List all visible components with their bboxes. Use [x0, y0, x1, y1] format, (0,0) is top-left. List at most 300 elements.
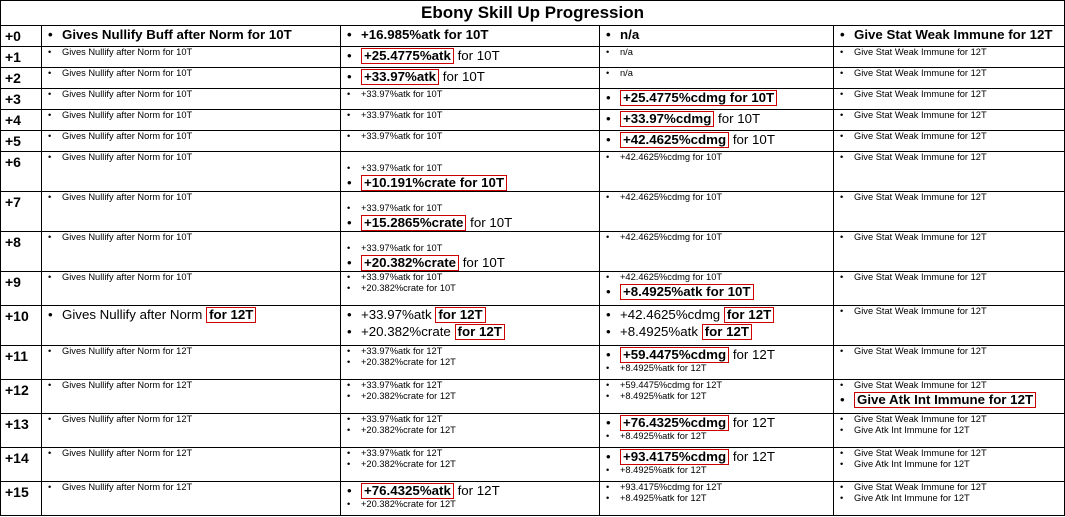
effect-line [840, 272, 1064, 283]
bullet-icon: • [347, 175, 352, 190]
bullet-icon: • [606, 47, 610, 57]
effect-text: Give Stat Weak Immune for 12T [854, 306, 987, 316]
effect-text: +59.4475%cdmg for 12T [620, 380, 723, 390]
table-row [1, 232, 1065, 272]
level-cell: +1 [1, 47, 42, 68]
effect-line [48, 47, 340, 58]
effect-cell [341, 192, 600, 232]
effect-cell [42, 380, 341, 414]
bullet-icon: • [347, 483, 352, 498]
effect-line [606, 493, 833, 504]
effect-text: Give Stat Weak Immune for 12T [854, 27, 1053, 42]
highlight-box: +76.4325%atk [361, 483, 454, 499]
effect-cell [834, 47, 1065, 68]
bullet-icon: • [840, 414, 844, 424]
bullet-icon: • [347, 255, 352, 270]
effect-cell [834, 110, 1065, 131]
level-cell: +9 [1, 272, 42, 306]
effect-cell [341, 89, 600, 110]
effect-line [840, 89, 1064, 100]
effect-cell [42, 131, 341, 152]
effect-line [48, 346, 340, 357]
bullet-icon: • [347, 89, 351, 99]
table-row [1, 346, 1065, 380]
effect-text: Gives Nullify after Norm for 10T [62, 89, 193, 99]
table-row [1, 89, 1065, 110]
bullet-icon: • [347, 203, 351, 213]
level-cell: +7 [1, 192, 42, 232]
effect-line [606, 131, 833, 148]
bullet-icon: • [606, 363, 610, 373]
effect-text: Give Stat Weak Immune for 12T [854, 346, 987, 356]
effect-text: Give Stat Weak Immune for 12T [854, 380, 987, 390]
bullet-icon: • [48, 448, 52, 458]
bullet-icon: • [347, 324, 352, 339]
effect-text: +20.382%crate for 12T [361, 499, 456, 509]
effect-text: +20.382%crate for 12T [361, 391, 456, 401]
effect-text: Give Stat Weak Immune for 12T [854, 89, 987, 99]
effect-line [347, 89, 599, 100]
effect-text: +20.382%crate for 12T [361, 459, 456, 469]
effect-line [347, 174, 599, 191]
effect-line [606, 414, 833, 431]
effect-cell [834, 448, 1065, 482]
effect-text: Gives Nullify after Norm for 10T [62, 68, 193, 78]
effect-line [606, 346, 833, 363]
effect-text: +33.97%atk [361, 307, 432, 322]
effect-line [606, 26, 833, 44]
bullet-icon: • [840, 425, 844, 435]
level-cell: +12 [1, 380, 42, 414]
table-row [1, 192, 1065, 232]
effect-text: for 12T [729, 347, 775, 362]
effect-text: +42.4625%cdmg for 10T [620, 272, 723, 282]
effect-text: +33.97%atk for 10T [361, 131, 443, 141]
effect-cell [834, 272, 1065, 306]
effect-line [347, 110, 599, 121]
effect-line [48, 448, 340, 459]
effect-line [48, 482, 340, 493]
highlight-box: +10.191%crate for 10T [361, 175, 507, 191]
bullet-icon: • [840, 272, 844, 282]
effect-text: for 10T [459, 255, 505, 270]
effect-cell [42, 47, 341, 68]
effect-line [606, 47, 833, 58]
effect-line [606, 152, 833, 163]
bullet-icon: • [840, 306, 844, 316]
effect-line [840, 448, 1064, 459]
effect-line [347, 272, 599, 283]
bullet-icon: • [48, 192, 52, 202]
effect-line [347, 499, 599, 510]
highlight-box: for 12T [702, 324, 752, 340]
effect-cell [600, 192, 834, 232]
table-row [1, 131, 1065, 152]
effect-text: for 12T [729, 415, 775, 430]
bullet-icon: • [606, 431, 610, 441]
effect-text: Gives Nullify after Norm for 10T [62, 192, 193, 202]
highlight-box: +93.4175%cdmg [620, 449, 729, 465]
effect-text: Gives Nullify after Norm for 12T [62, 414, 193, 424]
table-row [1, 306, 1065, 346]
bullet-icon: • [840, 89, 844, 99]
effect-text: +33.97%atk for 10T [361, 163, 443, 173]
effect-line [840, 306, 1064, 317]
effect-line [606, 391, 833, 402]
effect-cell [834, 414, 1065, 448]
effect-cell [600, 306, 834, 346]
effect-text: for 12T [729, 449, 775, 464]
effect-line [840, 425, 1064, 436]
effect-text: Give Atk Int Immune for 12T [854, 493, 970, 503]
effect-line [347, 243, 599, 254]
effect-line [840, 380, 1064, 391]
bullet-icon: • [347, 414, 351, 424]
level-cell: +11 [1, 346, 42, 380]
effect-cell [341, 47, 600, 68]
bullet-icon: • [48, 68, 52, 78]
effect-text: +20.382%crate for 12T [361, 357, 456, 367]
bullet-icon: • [840, 68, 844, 78]
effect-line [606, 110, 833, 127]
bullet-icon: • [48, 307, 53, 322]
bullet-icon: • [606, 27, 611, 42]
effect-line [347, 414, 599, 425]
level-cell: +13 [1, 414, 42, 448]
effect-cell [834, 152, 1065, 192]
bullet-icon: • [347, 346, 351, 356]
effect-line [840, 232, 1064, 243]
bullet-icon: • [48, 27, 53, 42]
effect-cell [341, 131, 600, 152]
effect-cell [834, 482, 1065, 516]
effect-text: Gives Nullify after Norm for 12T [62, 346, 193, 356]
effect-text: +33.97%atk for 12T [361, 414, 443, 424]
effect-cell [600, 448, 834, 482]
bullet-icon: • [606, 232, 610, 242]
effect-text: +20.382%crate [361, 324, 451, 339]
bullet-icon: • [840, 482, 844, 492]
effect-text: +42.4625%cdmg [620, 307, 721, 322]
effect-line [48, 110, 340, 121]
effect-cell [341, 380, 600, 414]
bullet-icon: • [347, 380, 351, 390]
effect-line [347, 448, 599, 459]
table-row [1, 448, 1065, 482]
effect-text: +93.4175%cdmg for 12T [620, 482, 723, 492]
effect-text: Give Stat Weak Immune for 12T [854, 448, 987, 458]
bullet-icon: • [347, 163, 351, 173]
level-cell: +5 [1, 131, 42, 152]
effect-line [347, 459, 599, 470]
bullet-icon: • [840, 392, 845, 407]
bullet-icon: • [48, 272, 52, 282]
table-title: Ebony Skill Up Progression [1, 1, 1065, 26]
effect-line [48, 131, 340, 142]
effect-text: Gives Nullify after Norm for 12T [62, 380, 193, 390]
effect-line [347, 357, 599, 368]
effect-line [606, 482, 833, 493]
highlight-box: +76.4325%cdmg [620, 415, 729, 431]
bullet-icon: • [48, 47, 52, 57]
effect-cell [600, 272, 834, 306]
highlight-box: for 12T [455, 324, 505, 340]
effect-text: +33.97%atk for 12T [361, 346, 443, 356]
effect-text: +16.985%atk for 10T [361, 27, 489, 42]
bullet-icon: • [606, 324, 611, 339]
bullet-icon: • [606, 347, 611, 362]
effect-text: Give Stat Weak Immune for 12T [854, 272, 987, 282]
effect-cell [834, 131, 1065, 152]
effect-text: +42.4625%cdmg for 10T [620, 192, 723, 202]
bullet-icon: • [48, 482, 52, 492]
bullet-icon: • [606, 132, 611, 147]
bullet-icon: • [606, 90, 611, 105]
highlight-box: +25.4775%atk [361, 48, 454, 64]
effect-cell [341, 26, 600, 47]
highlight-box: for 12T [724, 307, 774, 323]
effect-cell [42, 26, 341, 47]
effect-line [48, 380, 340, 391]
effect-line [606, 363, 833, 374]
effect-line [840, 110, 1064, 121]
effect-line [48, 192, 340, 203]
effect-text: for 10T [439, 69, 485, 84]
table-row [1, 482, 1065, 516]
effect-line [606, 272, 833, 283]
bullet-icon: • [840, 110, 844, 120]
effect-text: Gives Nullify after Norm for 12T [62, 482, 193, 492]
highlight-box: Give Atk Int Immune for 12T [854, 392, 1036, 408]
effect-line [840, 482, 1064, 493]
effect-cell [834, 68, 1065, 89]
effect-cell [341, 448, 600, 482]
effect-cell [42, 448, 341, 482]
table-row [1, 380, 1065, 414]
effect-line [840, 47, 1064, 58]
effect-text: Gives Nullify after Norm for 12T [62, 448, 193, 458]
effect-text: +20.382%crate for 12T [361, 425, 456, 435]
bullet-icon: • [347, 48, 352, 63]
highlight-box: +42.4625%cdmg [620, 132, 729, 148]
effect-cell [834, 306, 1065, 346]
level-cell: +3 [1, 89, 42, 110]
effect-cell [42, 192, 341, 232]
effect-line [840, 131, 1064, 142]
table-row [1, 110, 1065, 131]
effect-cell [600, 68, 834, 89]
effect-text: n/a [620, 68, 633, 78]
effect-line [347, 131, 599, 142]
bullet-icon: • [606, 307, 611, 322]
bullet-icon: • [606, 465, 610, 475]
effect-cell [341, 68, 600, 89]
bullet-icon: • [606, 380, 610, 390]
effect-text: +33.97%atk for 10T [361, 89, 443, 99]
effect-cell [600, 482, 834, 516]
effect-text: +33.97%atk for 12T [361, 380, 443, 390]
effect-line [840, 493, 1064, 504]
effect-cell [341, 152, 600, 192]
effect-line [840, 152, 1064, 163]
effect-cell [341, 482, 600, 516]
highlight-box: +8.4925%atk for 10T [620, 284, 754, 300]
effect-text: Give Atk Int Immune for 12T [854, 425, 970, 435]
effect-cell [341, 306, 600, 346]
effect-text: for 10T [729, 132, 775, 147]
effect-text: +33.97%atk for 10T [361, 110, 443, 120]
table-body [1, 26, 1065, 516]
effect-cell [600, 232, 834, 272]
highlight-box: +59.4475%cdmg [620, 347, 729, 363]
effect-line [347, 306, 599, 323]
bullet-icon: • [347, 307, 352, 322]
bullet-icon: • [606, 391, 610, 401]
bullet-icon: • [606, 449, 611, 464]
effect-line [606, 68, 833, 79]
table-row [1, 26, 1065, 47]
effect-line [347, 163, 599, 174]
effect-line [48, 306, 340, 323]
bullet-icon: • [606, 493, 610, 503]
effect-line [606, 465, 833, 476]
bullet-icon: • [606, 482, 610, 492]
effect-text: +8.4925%atk for 12T [620, 493, 707, 503]
effect-text: Give Stat Weak Immune for 12T [854, 152, 987, 162]
effect-text: for 10T [466, 215, 513, 230]
effect-line [840, 192, 1064, 203]
highlight-box: for 12T [206, 307, 256, 323]
effect-cell [42, 346, 341, 380]
effect-cell [341, 346, 600, 380]
effect-text: for 12T [453, 483, 500, 498]
effect-cell [600, 26, 834, 47]
effect-cell [600, 89, 834, 110]
bullet-icon: • [347, 110, 351, 120]
bullet-icon: • [606, 152, 610, 162]
bullet-icon: • [840, 232, 844, 242]
effect-text: n/a [620, 47, 633, 57]
level-cell: +15 [1, 482, 42, 516]
effect-text: +33.97%atk for 10T [361, 243, 443, 253]
effect-line [606, 283, 833, 300]
bullet-icon: • [48, 232, 52, 242]
effect-text: Gives Nullify after Norm for 10T [62, 152, 193, 162]
bullet-icon: • [840, 459, 844, 469]
effect-text: Give Stat Weak Immune for 12T [854, 414, 987, 424]
table-row [1, 152, 1065, 192]
effect-text: +42.4625%cdmg for 10T [620, 232, 723, 242]
effect-text: +8.4925%atk for 12T [620, 363, 707, 373]
highlight-box: +25.4775%cdmg for 10T [620, 90, 777, 106]
level-cell: +0 [1, 26, 42, 47]
bullet-icon: • [840, 493, 844, 503]
effect-line [48, 152, 340, 163]
bullet-icon: • [840, 380, 844, 390]
effect-text: +42.4625%cdmg for 10T [620, 152, 723, 162]
effect-text: +8.4925%atk for 12T [620, 465, 707, 475]
effect-text: Give Stat Weak Immune for 12T [854, 131, 987, 141]
effect-text: Give Atk Int Immune for 12T [854, 459, 970, 469]
bullet-icon: • [347, 69, 352, 84]
effect-text: Give Stat Weak Immune for 12T [854, 192, 987, 202]
bullet-icon: • [606, 68, 610, 78]
effect-text: +33.97%atk for 10T [361, 203, 443, 213]
effect-line [606, 306, 833, 323]
effect-cell [834, 89, 1065, 110]
table-row [1, 68, 1065, 89]
effect-line [48, 272, 340, 283]
bullet-icon: • [347, 283, 351, 293]
level-cell: +2 [1, 68, 42, 89]
effect-cell [42, 306, 341, 346]
effect-cell [341, 232, 600, 272]
effect-text: +33.97%atk for 12T [361, 448, 443, 458]
bullet-icon: • [347, 459, 351, 469]
effect-cell [341, 272, 600, 306]
table-row [1, 272, 1065, 306]
effect-line [347, 346, 599, 357]
effect-text: +33.97%atk for 10T [361, 272, 443, 282]
highlight-box: +15.2865%crate [361, 215, 466, 231]
effect-text: Gives Nullify after Norm for 10T [62, 110, 193, 120]
bullet-icon: • [606, 192, 610, 202]
bullet-icon: • [840, 152, 844, 162]
effect-line [347, 425, 599, 436]
bullet-icon: • [840, 47, 844, 57]
effect-text: Gives Nullify after Norm for 10T [62, 232, 193, 242]
bullet-icon: • [840, 448, 844, 458]
effect-cell [834, 380, 1065, 414]
effect-cell [600, 380, 834, 414]
effect-cell [42, 68, 341, 89]
bullet-icon: • [606, 272, 610, 282]
bullet-icon: • [606, 284, 611, 299]
effect-cell [600, 346, 834, 380]
effect-cell [600, 110, 834, 131]
effect-cell [834, 232, 1065, 272]
effect-text: +8.4925%atk [620, 324, 698, 339]
effect-line [840, 414, 1064, 425]
bullet-icon: • [48, 131, 52, 141]
effect-line [347, 323, 599, 340]
effect-text: Give Stat Weak Immune for 12T [854, 482, 987, 492]
bullet-icon: • [48, 380, 52, 390]
highlight-box: for 12T [435, 307, 485, 323]
effect-cell [42, 482, 341, 516]
effect-cell [600, 414, 834, 448]
effect-cell [42, 414, 341, 448]
effect-text: Gives Nullify after Norm for 10T [62, 131, 193, 141]
effect-text: Give Stat Weak Immune for 12T [854, 68, 987, 78]
effect-cell [341, 110, 600, 131]
effect-text: +8.4925%atk for 12T [620, 431, 707, 441]
level-cell: +4 [1, 110, 42, 131]
bullet-icon: • [48, 152, 52, 162]
highlight-box: +33.97%cdmg [620, 111, 714, 127]
effect-line [48, 89, 340, 100]
effect-line [347, 214, 599, 231]
bullet-icon: • [347, 243, 351, 253]
effect-line [48, 26, 340, 44]
bullet-icon: • [48, 414, 52, 424]
bullet-icon: • [840, 27, 845, 42]
effect-text: for 10T [453, 48, 500, 63]
effect-cell [600, 131, 834, 152]
bullet-icon: • [347, 215, 352, 230]
effect-line [840, 68, 1064, 79]
bullet-icon: • [48, 110, 52, 120]
